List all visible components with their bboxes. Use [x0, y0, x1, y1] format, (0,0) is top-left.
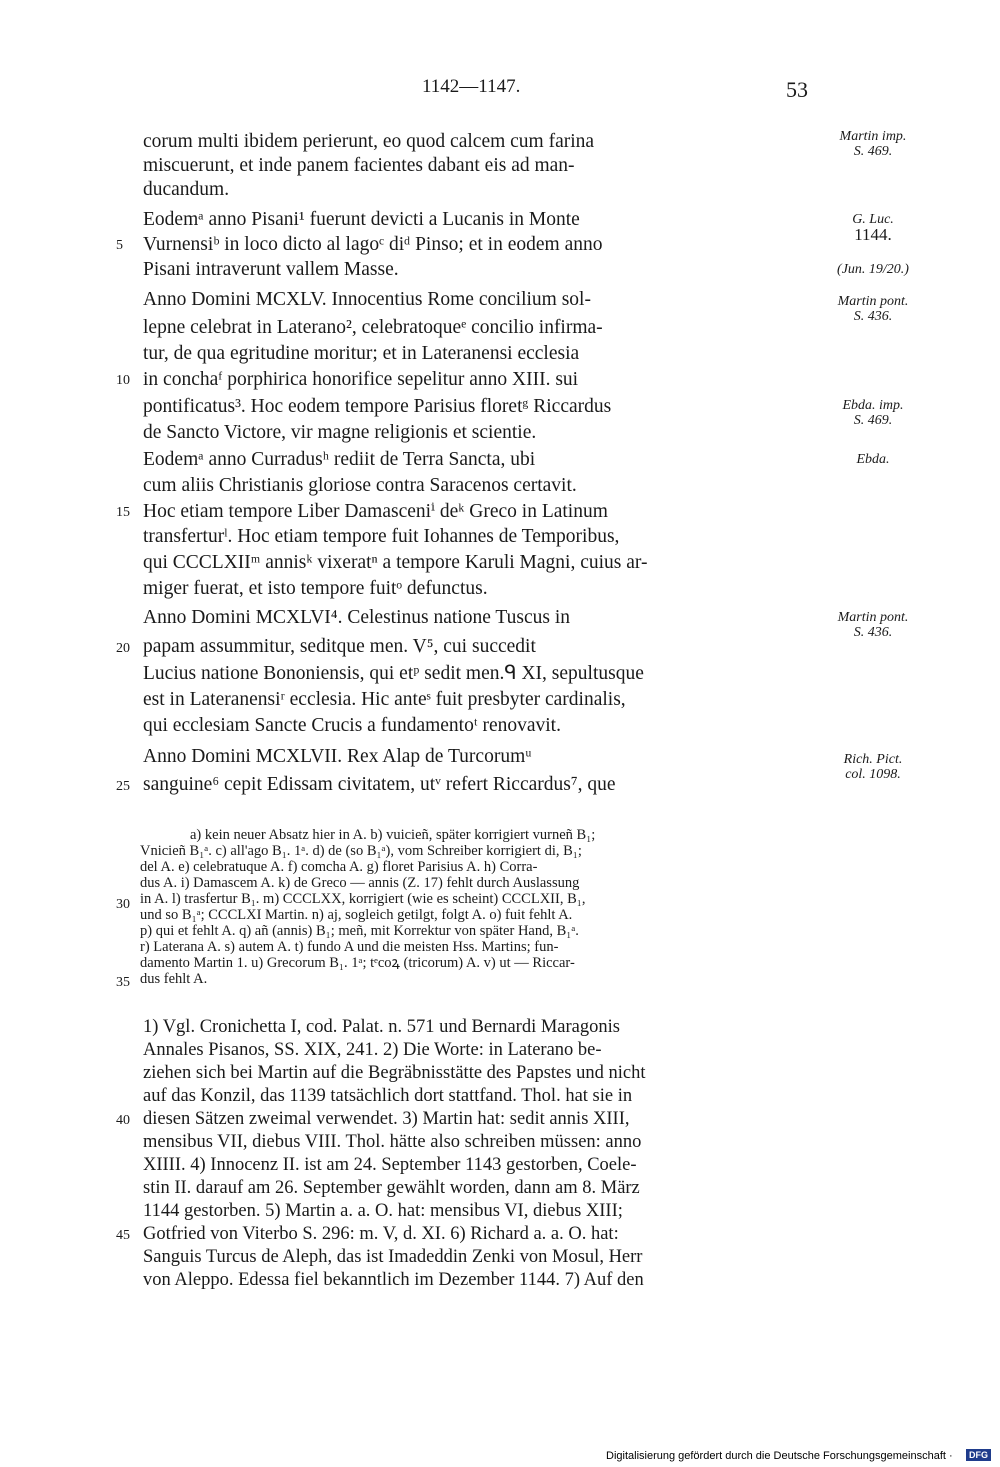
- page-number: 53: [786, 77, 808, 102]
- text-line: in conchaᶠ porphirica honorifice sepelitur anno XIII. sui: [143, 369, 579, 390]
- margin-note: Martin imp. S. 469.: [839, 129, 907, 159]
- text-line: transferturˡ. Hoc etiam tempore fuit Iohannes de Temporibus,: [143, 526, 620, 547]
- margin-note: Rich. Pict. col. 1098.: [843, 752, 903, 782]
- footnote-line: ziehen sich bei Martin auf die Begräbnisstätte des Papstes und nicht: [143, 1063, 646, 1083]
- text-line: Eodemᵃ anno Curradusʰ rediit de Terra Sancta, ubi: [143, 449, 536, 470]
- apparatus-line: p) qui et fehlt A. q) añ (annis) B₁; meñ, mit Korrektur von später Hand, B₁ᵃ.: [140, 923, 579, 939]
- margin-note: G. Luc. 1144.: [852, 212, 894, 244]
- apparatus-line: Vnicieñ B₁ᵃ. c) all'ago B₁. 1ᵃ. d) de (so B₁ᵃ), vom Schreiber korrigiert di, B₁;: [140, 843, 582, 859]
- apparatus-line: und so B₁ᵃ; CCCLXI Martin. n) aj, sogleich getilgt, folgt A. o) fuit fehlt A.: [140, 907, 573, 923]
- text-line: corum multi ibidem perierunt, eo quod calcem cum farina: [143, 131, 595, 152]
- text-line: sanguine⁶ cepit Edissam civitatem, utᵛ refert Riccardus⁷, que: [143, 774, 616, 795]
- apparatus-line: in A. l) trasfertur B₁. m) CCCLXX, korrigiert (wie es scheint) CCCLXII, B₁,: [140, 891, 586, 907]
- text-line: Hoc etiam tempore Liber Damasceniⁱ deᵏ Greco in Latinum: [143, 501, 608, 522]
- line-number: 30: [116, 897, 130, 912]
- line-number: 5: [116, 238, 123, 253]
- margin-note: Ebda. imp. S. 469.: [842, 398, 904, 428]
- text-line: Vurnensiᵇ in loco dicto al lagoᶜ diᵈ Pinso; et in eodem anno: [143, 234, 603, 255]
- text-line: Anno Domini MCXLV. Innocentius Rome concilium sol-: [143, 289, 591, 310]
- text-line: lepne celebrat in Laterano², celebratoqueᵉ concilio infirma-: [143, 317, 603, 338]
- line-number: 40: [116, 1113, 130, 1128]
- apparatus-line: dus A. i) Damascem A. k) de Greco — annis (Z. 17) fehlt durch Auslassung: [140, 875, 580, 891]
- text-line: qui ecclesiam Sancte Crucis a fundamentoᵗ renovavit.: [143, 715, 561, 736]
- margin-note: Ebda.: [856, 452, 890, 467]
- line-number: 20: [116, 641, 130, 656]
- text-line: Eodemᵃ anno Pisani¹ fuerunt devicti a Lucanis in Monte: [143, 209, 580, 230]
- dfg-logo: DFG: [966, 1449, 991, 1461]
- footnote-line: Sanguis Turcus de Aleph, das ist Imadeddin Zenki von Mosul, Herr: [143, 1247, 643, 1267]
- text-line: tur, de qua egritudine moritur; et in Lateranensi ecclesia: [143, 343, 580, 364]
- text-line: Anno Domini MCXLVI⁴. Celestinus natione Tuscus in: [143, 607, 570, 628]
- line-number: 15: [116, 505, 130, 520]
- margin-note: Martin pont. S. 436.: [837, 294, 909, 324]
- footnote-line: stin II. darauf am 26. September gewählt worden, dann am 8. März: [143, 1178, 640, 1198]
- text-line: pontificatus³. Hoc eodem tempore Parisius floretᵍ Riccardus: [143, 396, 612, 417]
- margin-note: (Jun. 19/20.): [837, 262, 909, 277]
- footnote-line: mensibus VII, diebus VIII. Thol. hätte also schreiben müssen: anno: [143, 1132, 642, 1152]
- running-header-years: 1142—1147.: [422, 76, 521, 97]
- line-number: 35: [116, 975, 130, 990]
- line-number: 45: [116, 1228, 130, 1243]
- text-line: papam assummitur, seditque men. V⁵, cui succedit: [143, 636, 536, 657]
- text-line: Anno Domini MCXLVII. Rex Alap de Turcorumᵘ: [143, 746, 532, 767]
- apparatus-line: r) Laterana A. s) autem A. t) fundo A und die meisten Hss. Martins; fun-: [140, 939, 559, 955]
- line-number: 10: [116, 373, 130, 388]
- footnote-line: von Aleppo. Edessa fiel bekanntlich im Dezember 1144. 7) Auf den: [143, 1270, 644, 1290]
- apparatus-line: a) kein neuer Absatz hier in A. b) vuicieñ, später korrigiert vurneñ B₁;: [190, 827, 596, 843]
- text-line: est in Lateranensiʳ ecclesia. Hic anteˢ fuit presbyter cardinalis,: [143, 689, 626, 710]
- apparatus-line: dus fehlt A.: [140, 971, 208, 987]
- footnote-line: auf das Konzil, das 1139 tatsächlich dort stattfand. Thol. hat sie in: [143, 1086, 633, 1106]
- margin-note: Martin pont. S. 436.: [837, 610, 909, 640]
- footnote-line: 1) Vgl. Cronichetta I, cod. Palat. n. 571 und Bernardi Maragonis: [143, 1017, 620, 1037]
- text-line: Pisani intraverunt vallem Masse.: [143, 259, 399, 280]
- footnote-line: Gotfried von Viterbo S. 296: m. V, d. XI. 6) Richard a. a. O. hat:: [143, 1224, 619, 1244]
- apparatus-line: del A. e) celebratuque A. f) comcha A. g) floret Parisius A. h) Corra-: [140, 859, 538, 875]
- apparatus-line: damento Martin 1. u) Grecorum B₁. 1ᵃ; tᵉcoꝝ (tricorum) A. v) ut — Riccar-: [140, 955, 575, 971]
- text-line: qui CCCLXIIᵐ annisᵏ vixeratⁿ a tempore Karuli Magni, cuius ar-: [143, 552, 648, 573]
- text-line: miscuerunt, et inde panem facientes dabant eis ad man-: [143, 155, 575, 176]
- footnote-line: diesen Sätzen zweimal verwendet. 3) Martin hat: sedit annis XIII,: [143, 1109, 630, 1129]
- footnote-line: Annales Pisanos, SS. XIX, 241. 2) Die Worte: in Laterano be-: [143, 1040, 602, 1060]
- text-line: miger fuerat, et isto tempore fuitᵒ defunctus.: [143, 578, 488, 599]
- line-number: 25: [116, 779, 130, 794]
- footnote-line: 1144 gestorben. 5) Martin a. a. O. hat: mensibus VI, diebus XIII;: [143, 1201, 623, 1221]
- footnote-line: XIIII. 4) Innocenz II. ist am 24. September 1143 gestorben, Coele-: [143, 1155, 637, 1175]
- text-line: ducandum.: [143, 179, 230, 200]
- text-line: Lucius natione Bononiensis, qui etᵖ sedit men.ᑫ XI, sepultusque: [143, 663, 644, 684]
- funding-credit: Digitalisierung gefördert durch die Deutsche Forschungsgemeinschaft ·: [606, 1450, 953, 1462]
- text-line: cum aliis Christianis gloriose contra Saracenos certavit.: [143, 475, 577, 496]
- text-line: de Sancto Victore, vir magne religionis et scientie.: [143, 422, 537, 443]
